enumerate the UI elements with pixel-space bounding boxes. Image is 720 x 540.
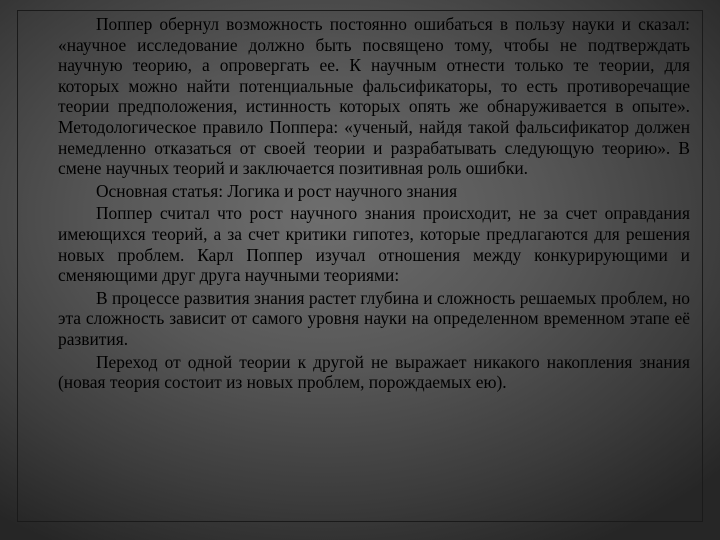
paragraph-complexity-of-problems: В процессе развития знания растет глубина и сложность решаемых проблем, но эта сложность зависит от самого уровня науки на определенном временном этапе её развития. <box>58 287 690 349</box>
paragraph-main-article-reference: Основная статья: Логика и рост научного знания <box>96 180 458 201</box>
paragraph-popper-falsification: Поппер обернул возможность постоянно ошибаться в пользу науки и сказал: «научное исследование должно быть посвящено тому, чтобы не подтверждать научную теорию, а опровергать ее. К научным отнести только те теории, для которых можно найти потенциальные фальсификаторы, то есть противоречащие теории предположения, истинность которых опять же обнаруживается в опыте». Методологическое правило Поппера: «ученый, найдя такой фальсификатор должен немедленно отказаться от своей теории и разрабатывать следующую теорию». В смене научных теорий и заключается позитивная роль ошибки. <box>58 14 690 179</box>
paragraph-growth-of-knowledge: Поппер считал что рост научного знания происходит, не за счет оправдания имеющихся теорий, а за счет критики гипотез, которые предлагаются для решения новых проблем. Карл Поппер изучал отношения между конкурирующими и сменяющими друг друга научными теориями: <box>58 203 690 286</box>
paragraph-theory-transition: Переход от одной теории к другой не выражает никакого накопления знания (новая теория состоит из новых проблем, порождаемых ею). <box>58 351 690 393</box>
slide-text-body <box>58 14 690 393</box>
